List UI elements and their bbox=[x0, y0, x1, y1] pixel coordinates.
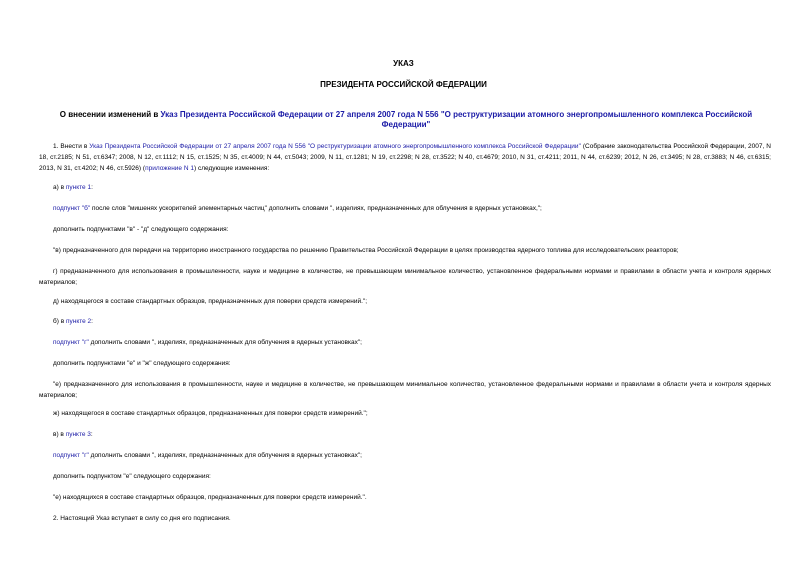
item-v-subpoint-g bbox=[39, 450, 771, 461]
item-a-subpoint-b bbox=[39, 203, 771, 214]
item-b-subpoint-e: "е) предназначенного для использования в промышленности, науке и медицине в количестве, не превышающем минимальное количество, установленное федеральными нормами и правилами в области учета и контроля ядерных материалов; bbox=[39, 381, 771, 399]
document-type-title: УКАЗ bbox=[393, 59, 414, 68]
item-a-add-subpoints: дополнить подпунктами "в" - "д" следующего содержания: bbox=[53, 226, 229, 233]
item-a-prefix: а) в bbox=[53, 184, 66, 191]
heading-decree-link[interactable]: Указ Президента Российской Федерации от 27 апреля 2007 года N 556 "О реструктуризации атомного энергопромышленного комплекса Российской Федерации" bbox=[160, 110, 753, 129]
point-2-link[interactable]: пункте 2 bbox=[65, 318, 92, 325]
item-b-suffix: : bbox=[91, 318, 93, 325]
subpoint-b-link[interactable]: подпункт "б" bbox=[53, 205, 91, 212]
appendix-1-link[interactable]: приложение N 1 bbox=[145, 165, 194, 172]
item-v-suffix: : bbox=[90, 431, 93, 438]
item-b bbox=[39, 316, 771, 327]
decree-556-link[interactable]: Указ Президента Российской Федерации от 27 апреля 2007 года N 556 "О реструктуризации атомного энергопромышленного комплекса Российской Федерации" bbox=[89, 143, 581, 150]
item-a-subpoint-g: г) предназначенного для использования в промышленности, науке и медицине в количестве, не превышающем минимальное количество, установленное федеральными нормами и правилами в области учета и контроля ядерных материалов; bbox=[39, 268, 771, 286]
subpoint-g-link-b[interactable]: подпункт "г" bbox=[53, 339, 89, 346]
item-b-subpoint-g bbox=[39, 337, 771, 348]
item-b-prefix: б) в bbox=[53, 318, 66, 325]
heading-prefix: О внесении изменений в bbox=[59, 110, 161, 119]
item-v-subpoint-e: "е) находящихся в составе стандартных образцов, предназначенных для поверки средств измерений.". bbox=[53, 494, 367, 501]
paragraph-1-sources: (Собрание законодательства Российской Федерации, 2007, N 18, ст.2185; N 51, ст.6347; 2008, N 12, ст.1112; N 15, ст.1525; N 35, ст.4009; N 44, ст.5043; 2009, N 11, ст.1281; N 19, ст.2298; N 28, ст.3522; N 40, ст.4679; 2010, N 31, ст.4211; 2011, N 44, ст.6239; 2012, N 26, ст.3495; N 28, ст.3883; N 46, ст.6315; 2013, N 31, ст.4202; N 46, ст.5926) ( bbox=[39, 143, 771, 172]
item-v-subpoint-g-text: дополнить словами ", изделиях, предназначенных для облучения в ядерных установках"; bbox=[88, 452, 362, 459]
subpoint-g-link-v[interactable]: подпункт "г" bbox=[53, 452, 89, 459]
issuer-title: ПРЕЗИДЕНТА РОССИЙСКОЙ ФЕДЕРАЦИИ bbox=[320, 80, 487, 89]
paragraph-1 bbox=[39, 141, 771, 174]
paragraph-1-suffix: ) следующие изменения: bbox=[193, 165, 270, 172]
item-a-subpoint-v: "в) предназначенного для передачи на территорию иностранного государства по решению Правительства Российской Федерации в целях производства ядерного топлива для исследовательских реакторов; bbox=[53, 247, 679, 254]
item-a-suffix: : bbox=[91, 184, 93, 191]
point-1-link[interactable]: пункте 1 bbox=[65, 184, 92, 191]
item-v-add-subpoint: дополнить подпунктом "е" следующего содержания: bbox=[53, 473, 211, 480]
item-a bbox=[39, 182, 771, 193]
point-3-link[interactable]: пункте 3 bbox=[65, 431, 91, 438]
item-a-subpoint-d: д) находящегося в составе стандартных образцов, предназначенных для поверки средств измерений."; bbox=[53, 298, 368, 305]
item-a-subpoint-b-text: после слов "мишенях ускорителей элементарных частиц" дополнить словами ", изделиях, предназначенных для облучения в ядерных установках,"; bbox=[90, 205, 542, 212]
item-b-subpoint-zh: ж) находящегося в составе стандартных образцов, предназначенных для поверки средств измерений."; bbox=[53, 410, 368, 417]
item-b-subpoint-g-text: дополнить словами ", изделиях, предназначенных для облучения в ядерных установках"; bbox=[88, 339, 362, 346]
item-v bbox=[39, 429, 771, 440]
document-heading bbox=[36, 110, 776, 130]
item-b-add-subpoints: дополнить подпунктами "е" и "ж" следующего содержания: bbox=[53, 360, 231, 367]
item-v-prefix: в) в bbox=[53, 431, 66, 438]
paragraph-1-prefix: 1. Внести в bbox=[53, 143, 90, 150]
paragraph-2: 2. Настоящий Указ вступает в силу со дня его подписания. bbox=[53, 515, 231, 522]
